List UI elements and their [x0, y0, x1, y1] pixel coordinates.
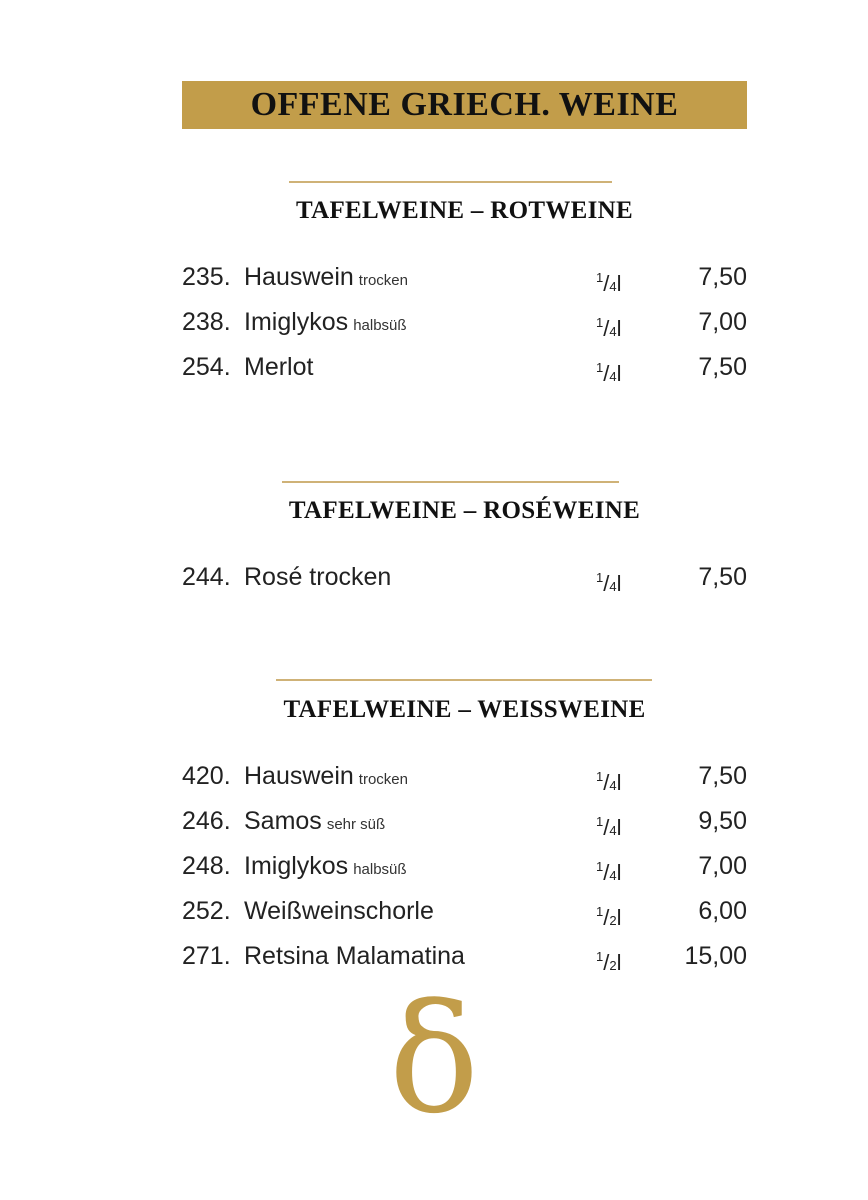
item-number: 235. [182, 263, 231, 291]
item-price: 6,00 [698, 897, 747, 925]
item-name: Samos sehr süß [244, 807, 386, 835]
list-item [182, 889, 747, 934]
title-banner [182, 81, 747, 129]
item-note: trocken [358, 771, 408, 788]
item-price: 7,50 [698, 263, 747, 291]
item-number: 238. [182, 308, 231, 336]
item-note: halbsüß [353, 317, 407, 334]
item-number: 244. [182, 563, 231, 591]
section-heading-roseweine: TAFELWEINE – ROSÉWEINE [288, 497, 641, 524]
item-name: Rosé trocken [244, 563, 392, 591]
item-name: Hauswein trocken [244, 263, 408, 291]
item-name: Imiglykos halbsüß [244, 852, 407, 880]
item-note: sehr süß [326, 816, 386, 833]
rotweine-list [182, 255, 747, 390]
item-quantity: $^1$/4l [596, 769, 622, 795]
item-number: 252. [182, 897, 231, 925]
item-price: 7,50 [698, 762, 747, 790]
item-name: Hauswein trocken [244, 762, 408, 790]
section-heading-weissweine: TAFELWEINE – WEISSWEINE [283, 696, 646, 723]
page-title: OFFENE GRIECH. WEINE [250, 86, 679, 123]
item-note: trocken [358, 272, 408, 289]
weissweine-list [182, 754, 747, 979]
item-quantity: $^1$/4l [596, 859, 622, 885]
item-quantity: $^1$/2l [596, 949, 622, 975]
list-item [182, 754, 747, 799]
delta-logo-icon: δ [388, 973, 480, 1147]
list-item [182, 345, 747, 390]
item-name: Imiglykos halbsüß [244, 308, 407, 336]
item-name: Merlot [244, 353, 314, 381]
item-name: Weißweinschorle [244, 897, 434, 925]
item-quantity: $^1$/4l [596, 315, 622, 341]
list-item [182, 844, 747, 889]
item-number: 246. [182, 807, 231, 835]
item-quantity: $^1$/4l [596, 814, 622, 840]
item-quantity: $^1$/2l [596, 904, 622, 930]
item-price: 7,00 [698, 308, 747, 336]
section-divider [276, 679, 652, 681]
item-number: 254. [182, 353, 231, 381]
item-number: 420. [182, 762, 231, 790]
list-item [182, 555, 747, 600]
item-number: 271. [182, 942, 231, 970]
item-quantity: $^1$/4l [596, 360, 622, 386]
item-price: 7,00 [698, 852, 747, 880]
section-divider [289, 181, 612, 183]
item-price: 9,50 [698, 807, 747, 835]
item-note: halbsüß [353, 861, 407, 878]
item-quantity: $^1$/4l [596, 570, 622, 596]
list-item [182, 255, 747, 300]
item-number: 248. [182, 852, 231, 880]
section-heading-rotweine: TAFELWEINE – ROTWEINE [296, 197, 633, 224]
item-quantity: $^1$/4l [596, 270, 622, 296]
item-price: 15,00 [684, 942, 747, 970]
item-price: 7,50 [698, 563, 747, 591]
section-divider [282, 481, 619, 483]
list-item [182, 300, 747, 345]
item-price: 7,50 [698, 353, 747, 381]
list-item [182, 799, 747, 844]
roseweine-list [182, 555, 747, 600]
item-name: Retsina Malamatina [244, 942, 465, 970]
